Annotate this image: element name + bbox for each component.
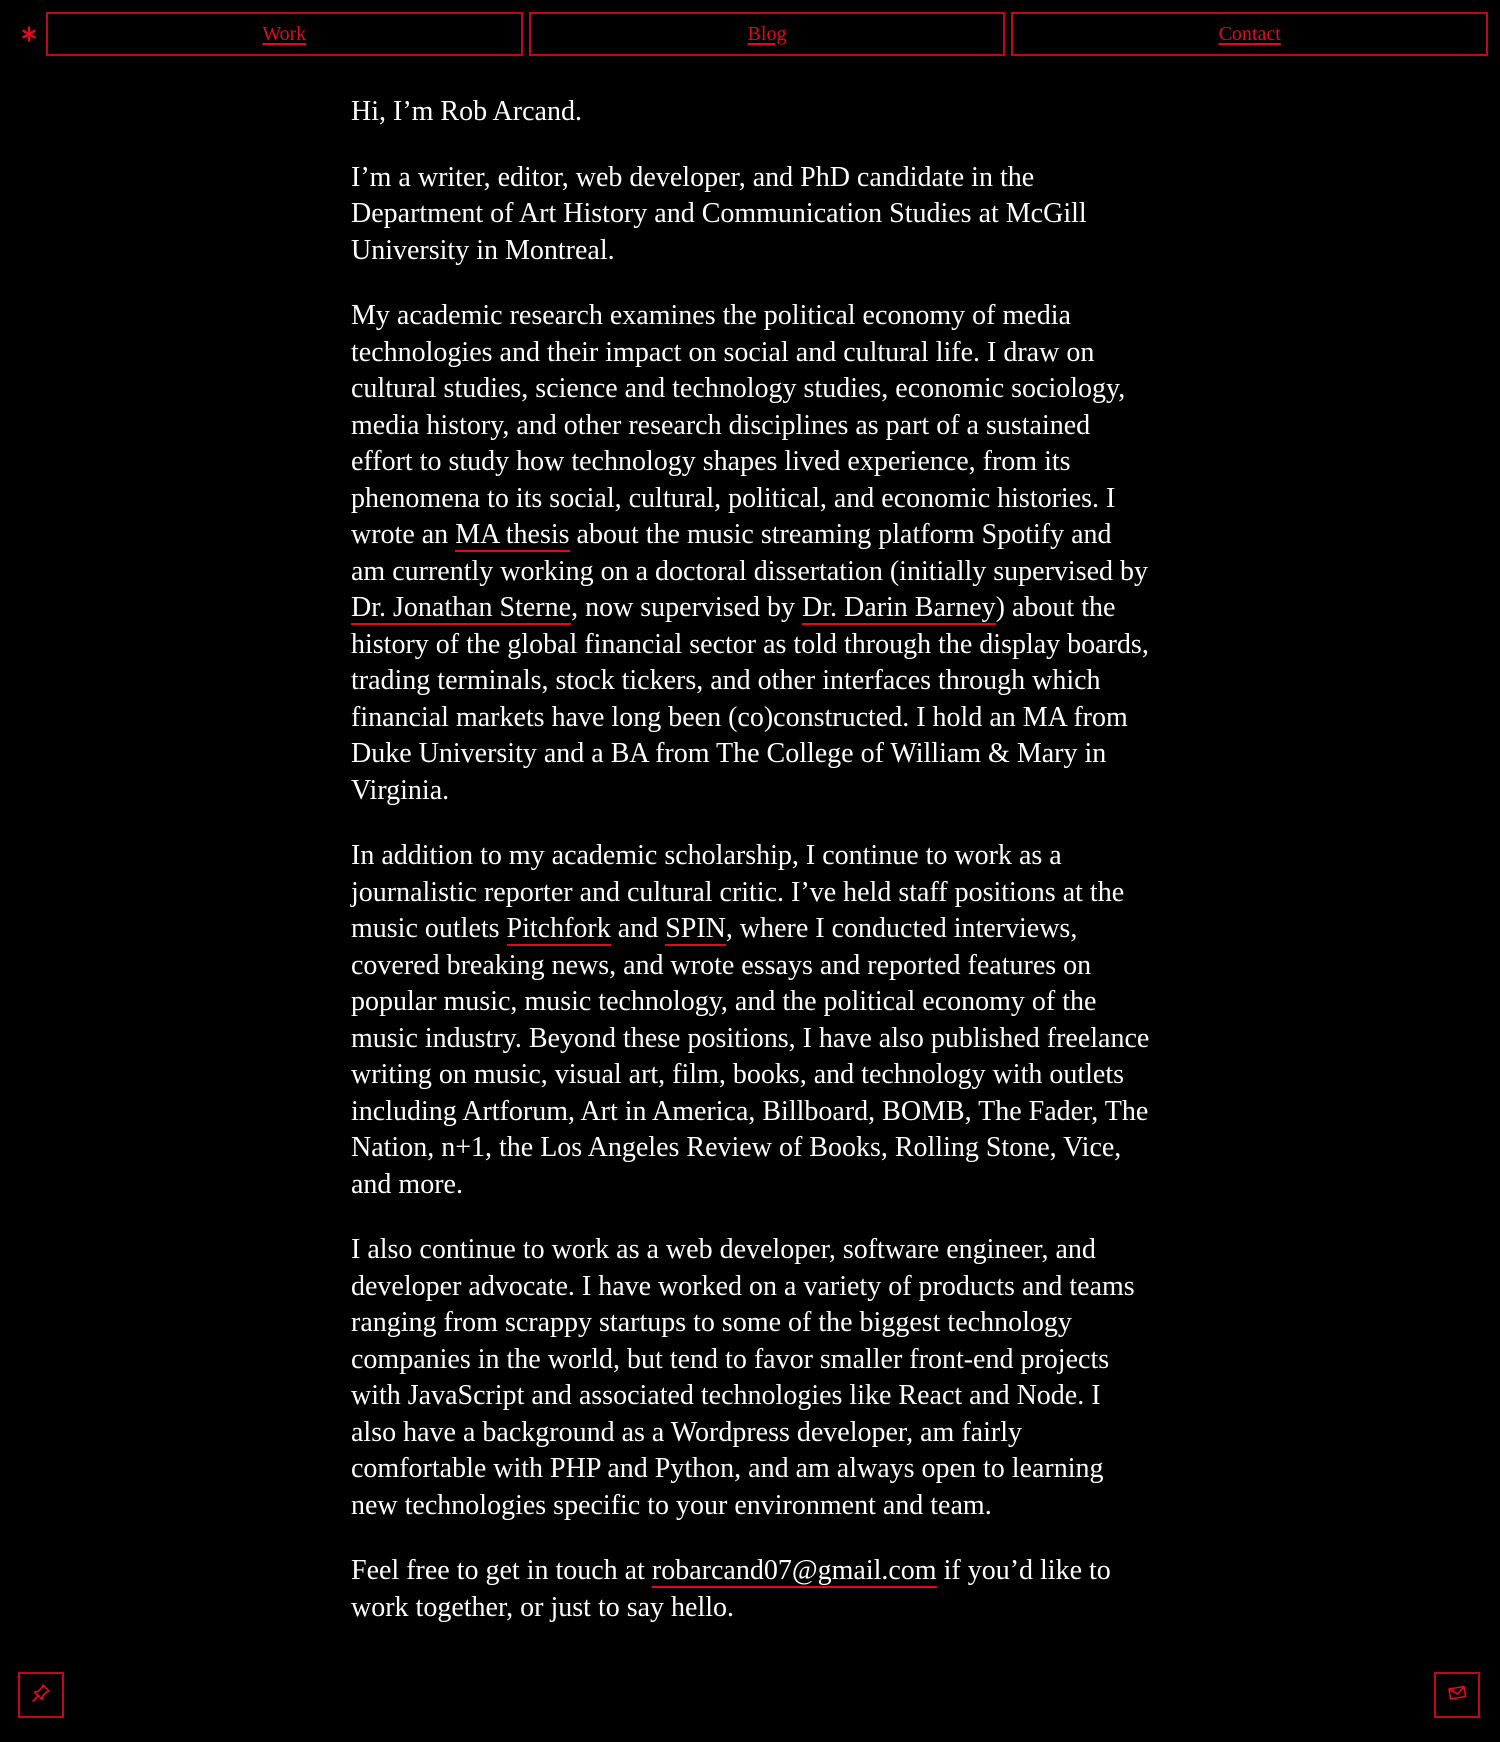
research-text-1: My academic research examines the political economy of media technologies and their impact on social and cultural life. I draw on cultural studies, science and technology studies, economic sociology, media history, and other research disciplines as part of a sustained effort to study how technology shapes lived experience, from its phenomena to its social, cultural, political, and economic histories. I wrote an bbox=[351, 300, 1126, 550]
ma-thesis-link[interactable]: MA thesis bbox=[455, 519, 570, 550]
research-paragraph bbox=[351, 298, 1151, 809]
contact-text-1: Feel free to get in touch at bbox=[351, 1555, 652, 1586]
nav-item-blog[interactable] bbox=[529, 12, 1006, 56]
developer-paragraph: I also continue to work as a web developer, software engineer, and developer advocate. I have worked on a variety of products and teams ranging from scrappy startups to some of the biggest technology companies in the world, but tend to favor smaller front-end projects with JavaScript and associated technologies like React and Node. I also have a background as a Wordpress developer, am fairly comfortable with PHP and Python, and am always open to learning new technologies specific to your environment and team. bbox=[351, 1234, 1135, 1521]
pin-icon bbox=[30, 1682, 52, 1709]
mail-button[interactable] bbox=[1434, 1672, 1480, 1718]
nav-items bbox=[46, 12, 1488, 56]
research-text-4: ) about the history of the global financial sector as told through the display boards, trading terminals, stock tickers, and other interfaces through which financial markets have long been (co)constructed. I hold an MA from Duke University and a BA from The College of William & Mary in Virginia. bbox=[351, 592, 1149, 806]
pin-button[interactable] bbox=[18, 1672, 64, 1718]
journalism-text-3: , where I conducted interviews, covered breaking news, and wrote essays and reported features on popular music, music technology, and the political economy of the music industry. Beyond these positions, I have also published freelance writing on music, visual art, film, books, and technology with outlets including Artforum, Art in America, Billboard, BOMB, The Fader, The Nation, n+1, the Los Angeles Review of Books, Rolling Stone, Vice, and more. bbox=[351, 913, 1150, 1200]
journalism-paragraph bbox=[351, 838, 1151, 1203]
nav-link-work[interactable]: Work bbox=[262, 22, 307, 45]
top-nav bbox=[12, 12, 1488, 56]
nav-item-contact[interactable] bbox=[1011, 12, 1488, 56]
research-text-3: , now supervised by bbox=[571, 592, 803, 623]
spin-link[interactable]: SPIN bbox=[665, 913, 726, 944]
journalism-text-2: and bbox=[610, 913, 666, 944]
greeting: Hi, I’m Rob Arcand. bbox=[351, 96, 582, 127]
email-link[interactable]: robarcand07@gmail.com bbox=[651, 1555, 937, 1586]
asterisk-icon[interactable] bbox=[12, 12, 46, 56]
research-text-2: about the music streaming platform Spotify and am currently working on a doctoral dissertation (initially supervised by bbox=[351, 519, 1149, 587]
nav-link-blog[interactable]: Blog bbox=[747, 22, 787, 45]
darin-barney-link[interactable]: Dr. Darin Barney bbox=[802, 592, 996, 623]
contact-paragraph bbox=[351, 1553, 1151, 1626]
intro-paragraph: I’m a writer, editor, web developer, and PhD candidate in the Department of Art History and Communication Studies at McGill University in Montreal. bbox=[351, 161, 1087, 266]
about-content bbox=[351, 94, 1151, 1655]
mail-icon bbox=[1446, 1682, 1468, 1709]
journalism-text-1: In addition to my academic scholarship, I continue to work as a journalistic reporter and cultural critic. I’ve held staff positions at the music outlets bbox=[351, 840, 1125, 944]
contact-text-2: if you’d like to work together, or just to say hello. bbox=[351, 1555, 1111, 1623]
nav-link-contact[interactable]: Contact bbox=[1218, 22, 1281, 45]
nav-item-work[interactable] bbox=[46, 12, 523, 56]
jonathan-sterne-link[interactable]: Dr. Jonathan Sterne bbox=[351, 592, 572, 623]
pitchfork-link[interactable]: Pitchfork bbox=[506, 913, 611, 944]
